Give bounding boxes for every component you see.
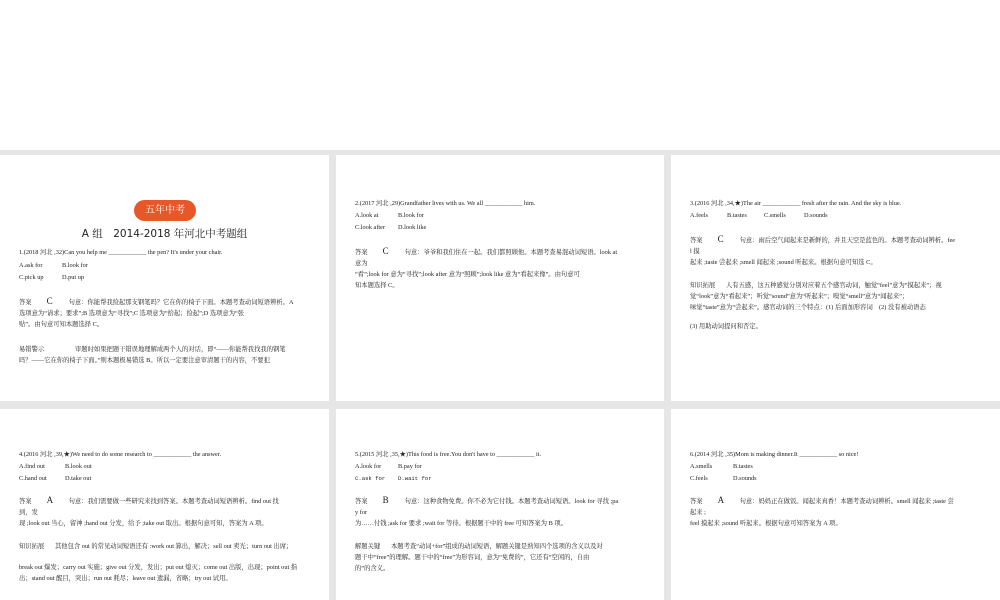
explanation-line-1: 句意：你能帮我捡起那支钢笔吗？它在你的椅子下面。本题考查动词短语辨析。A	[68, 299, 294, 306]
question-block	[355, 200, 650, 291]
explanation-line-3: feel 摸起来 ;sound 听起来。根据句意可知答案为 A 项。	[690, 520, 842, 527]
explanation-line-2: y for	[355, 509, 368, 516]
option-b: B.look for	[62, 262, 88, 269]
explanation-line-3: 贴”。由句意可知本题选择 C。	[19, 321, 104, 328]
slide-panel-5[interactable]	[336, 409, 664, 600]
extend-line-2: 觉“look”意为“看起来”；听觉“sound”意为“听起来”；嗅觉“smell”意为“闻起来”；	[690, 293, 909, 300]
slide-panel-3[interactable]	[671, 155, 1000, 401]
slide-panel-6[interactable]	[671, 409, 1000, 600]
option-b: B.look out	[65, 463, 92, 470]
slide-grid	[0, 150, 1000, 600]
question-text: 2.(2017 河北 ,29)Grandfather lives with us. We all ____________ him.	[355, 200, 536, 207]
answer-label: 答案	[690, 237, 703, 244]
option-a: A.smells	[690, 463, 713, 470]
slide-panel-2[interactable]	[336, 155, 664, 401]
option-c: C.smells	[764, 212, 786, 219]
method-line-1	[355, 541, 650, 552]
option-d: D.sounds	[804, 212, 828, 219]
extend-line-1	[690, 280, 986, 291]
explanation-line-1: 句意：雨后空气闻起来是新鲜的，并且天空是蓝色的。本题考查动词辨析。fee	[739, 237, 956, 244]
option-d: D.take out	[65, 475, 92, 482]
question-block	[355, 451, 650, 574]
options-row-1	[19, 463, 315, 471]
extend-line-1	[19, 541, 315, 552]
answer-letter: C	[382, 246, 389, 256]
explanation-line-1: 句意：我们需要做一些研究来找到答案。本题考查动词短语辨析。find out 找	[68, 498, 279, 505]
question-block	[690, 200, 986, 332]
option-b: B.tastes	[727, 212, 747, 219]
answer-label: 答案	[19, 498, 32, 505]
explanation-line-1: 句意：爷爷和我们住在一起。我们都照顾他。本题考查易混动词短语。look at	[404, 249, 618, 256]
option-a: A.look for	[355, 463, 382, 470]
option-a: A.look at	[355, 212, 379, 219]
option-d: D.wait for	[398, 475, 432, 482]
explanation-line-1: 句意：这种食物免费。你不必为它付钱。本题考查动词短语。look for 寻找 ;pa	[404, 498, 619, 505]
question-block	[19, 451, 315, 584]
option-a: A.ask for	[19, 262, 43, 269]
answer-line	[355, 246, 650, 258]
question-text: 3.(2016 河北 ,34,★)The air ____________ fresh after the rain. And the sky is blue.	[690, 200, 902, 207]
question-text: 1.(2018 河北 ,32)Can you help me ____________ the pen? It's under your chair.	[19, 249, 223, 256]
explanation-line-2: 意为	[355, 260, 368, 267]
explanation-line-1: 句意：妈妈正在做饭。闻起来真香！本题考查动词辨析。smell 闻起来 ;taste 尝	[739, 498, 954, 505]
warning-label: 易错警示	[19, 346, 45, 353]
explanation-line-2: 到，发	[19, 509, 38, 516]
warning-text-1: 审题时如果把题干错误地理解成两个人的对话，即“——你能帮我找我的钢笔	[75, 346, 286, 353]
option-b: B.tastes	[733, 463, 753, 470]
method-label: 解题关键	[355, 543, 381, 550]
method-line-2: 题干中“free”的理解。题干中的“free”为形容词，意为“免费的”，它还有“空闲的，自由	[355, 554, 590, 561]
options-row-1	[690, 463, 986, 471]
extend-label: 知识拓展	[690, 282, 716, 289]
explanation-line-2: 起来 ;	[690, 509, 706, 516]
slide-panel-4[interactable]	[0, 409, 329, 600]
extend-label: 知识拓展	[19, 543, 45, 550]
answer-label: 答案	[355, 498, 368, 505]
question-block	[690, 451, 986, 529]
answer-line	[690, 234, 986, 246]
option-a: A.find out	[19, 463, 45, 470]
option-b: B.look for	[398, 212, 424, 219]
warning-line-2: 吗？——它在你的椅子下面。”则本题极易错选 B。所以一定要注意审清题干的内容，不要犯	[19, 357, 270, 364]
top-blank-area	[0, 0, 1000, 150]
answer-letter: A	[46, 495, 54, 505]
option-c: C.ask for	[355, 475, 386, 482]
answer-label: 答案	[355, 249, 368, 256]
option-c: C.pick up	[19, 274, 44, 281]
option-a: A.feels	[690, 212, 709, 219]
question-block	[19, 249, 315, 366]
options-row-2	[355, 475, 650, 483]
slide-panel-1[interactable]	[0, 155, 329, 401]
option-d: D.put up	[62, 274, 85, 281]
method-text-1: 本题考查“动词+for”组成的动词短语，解题关键是熟知四个选项的含义以及对	[391, 543, 603, 550]
explanation-line-2: l 摸	[690, 248, 700, 255]
options-row-2	[19, 475, 315, 483]
answer-letter: C	[717, 234, 724, 244]
option-c: C.feels	[690, 475, 708, 482]
option-b: B.pay for	[398, 463, 422, 470]
answer-letter: A	[717, 495, 725, 505]
explanation-line-3: “看”;look for 意为“寻找”;look after 意为“照顾”;look like 意为“看起来像”。由句意可	[355, 271, 580, 278]
option-d: D.sounds	[733, 475, 757, 482]
explanation-line-2: 选项意为“请求；要求”;B 选项意为“寻找”;C 选项意为“拾起；捡起”;D 选项意为“张	[19, 310, 245, 317]
options-row-2	[355, 224, 650, 232]
extend-line-4: (3) 用助动词提问和否定。	[690, 323, 762, 330]
options-row-2	[690, 475, 986, 483]
question-text: 4.(2016 河北 ,39,★)We need to do some research to ____________ the answer.	[19, 451, 222, 458]
extend-text-1: 人有五感，这五种感觉分别对应着五个感官动词，触觉“feel”意为“摸起来”；视	[726, 282, 942, 289]
question-text: 6.(2014 河北 ,35)Mom is making dinner.It ____________ so nice!	[690, 451, 859, 458]
warning-line-1	[19, 344, 315, 355]
answer-label: 答案	[19, 299, 32, 306]
explanation-line-4: 知本题选择 C。	[355, 282, 399, 289]
answer-label: 答案	[690, 498, 703, 505]
explanation-line-3: 现 ;look out 当心，留神 ;hand out 分发，给予 ;take out 取出。根据句意可知，答案为 A 项。	[19, 520, 268, 527]
extend-text-1: 其他包含 out 的常见动词短语还有 :work out 算出，解决；sell out 卖光；turn out 出席；	[55, 543, 293, 550]
answer-line	[19, 495, 315, 507]
extend-line-2: break out 爆发；carry out 实施；give out 分发，发出；put out 熄灭；come out 出版，出现；point out 指	[19, 564, 298, 571]
options-row-1	[355, 212, 650, 220]
extend-line-3: 味觉“taste”意为“尝起来”。感官动词的三个特点：(1) 后面加形容词 (2) 没有被动语态	[690, 304, 926, 311]
option-d: D.look like	[398, 224, 427, 231]
section-heading: A 组 2014-2018 年河北中考题组	[81, 228, 248, 240]
explanation-line-3: 为……付钱 ;ask for 要求 ;wait for 等待。根据题干中的 free 可知答案为 B 项。	[355, 520, 567, 527]
question-text: 5.(2015 河北 ,35,★)This food is free.You don't have to ____________ it.	[355, 451, 542, 458]
options-row-1	[355, 463, 650, 471]
answer-letter: C	[46, 296, 53, 306]
answer-line	[690, 495, 986, 507]
method-line-3: 的”的含义。	[355, 565, 390, 572]
options-row	[690, 212, 986, 220]
options-row-2	[19, 274, 315, 282]
options-row-1	[19, 262, 315, 270]
answer-line	[19, 296, 315, 308]
explanation-line-3: 起来 ;taste 尝起来 ;smell 闻起来 ;sound 听起来。根据句意可知选 C。	[690, 259, 877, 266]
option-c: C.hand out	[19, 475, 47, 482]
option-c: C.look after	[355, 224, 386, 231]
answer-line	[355, 495, 650, 507]
answer-letter: B	[382, 495, 389, 505]
extend-line-3: 出；stand out 醒目，突出；run out 耗尽；leave out 遗漏，省略；try out 试用。	[19, 575, 232, 582]
section-badge: 五年中考	[134, 200, 196, 221]
